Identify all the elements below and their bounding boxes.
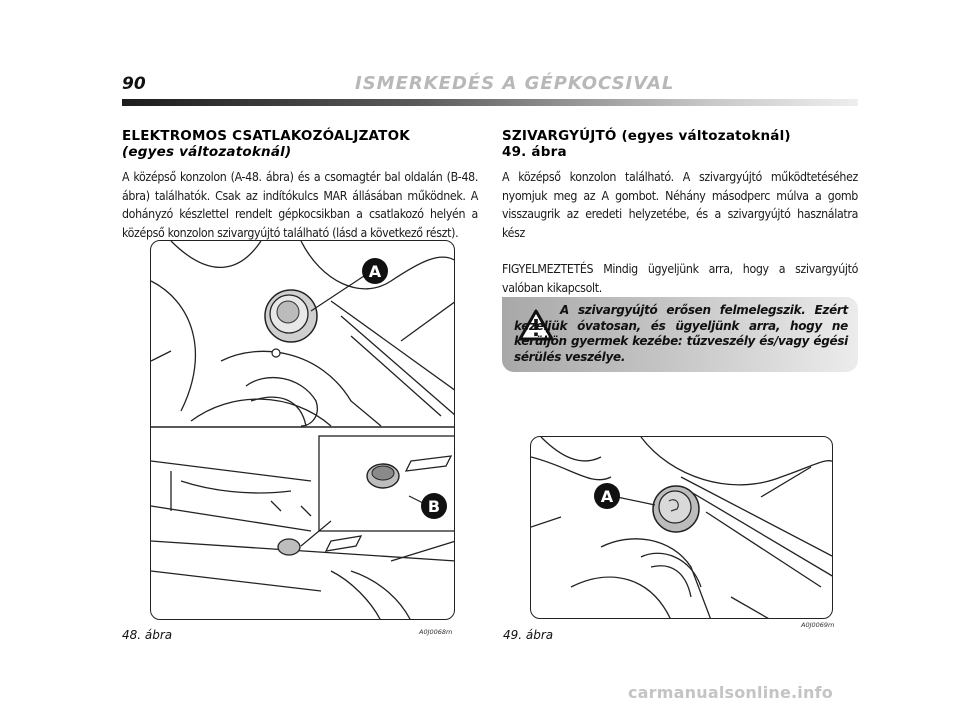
figure-48-code: A0J0068m bbox=[419, 628, 453, 636]
warning-text: A szivargyújtó erősen felmelegszik. Ezért kezeljük óvatosan, és ügyeljünk arra, hogy ne kerüljön gyermek kezébe: tűzveszély és/vagy égési sérülés veszélye. bbox=[514, 303, 848, 364]
watermark: carmanualsonline.info bbox=[628, 683, 833, 702]
label-a: A bbox=[368, 262, 382, 281]
left-column bbox=[122, 128, 478, 242]
cigarette-lighter bbox=[653, 486, 699, 532]
socket-a bbox=[265, 290, 317, 357]
figure-49-code: A0J0069m bbox=[801, 621, 835, 629]
figure-48-illustration bbox=[150, 240, 455, 620]
figure-49-drawing bbox=[531, 437, 833, 619]
right-column bbox=[502, 128, 858, 297]
lighter-paragraph: A középső konzolon található. A szivargyújtó működtetéséhez nyomjuk meg az A gombot. Néhány másodperc múlva a gomb visszaugrik az eredeti helyzetébe, és a szivargyújtó használatra kész bbox=[502, 170, 858, 240]
label-a: A bbox=[600, 487, 614, 506]
section-heading-lighter: SZIVARGYÚJTÓ (egyes változatoknál) 49. ábra bbox=[502, 128, 791, 160]
header-rule bbox=[122, 99, 858, 106]
page-header-title: ISMERKEDÉS A GÉPKOCSIVAL bbox=[355, 73, 675, 94]
warning-box bbox=[502, 297, 858, 372]
section-heading-sockets: ELEKTROMOS CSATLAKOZÓALJZATOK (egyes változatoknál) bbox=[122, 128, 410, 160]
figure-49-illustration bbox=[530, 436, 833, 619]
figure-49-caption: 49. ábra bbox=[503, 628, 554, 642]
sockets-paragraph: A középső konzolon (A-48. ábra) és a csomagtér bal oldalán (B-48. ábra) találhatók. Csak az indítókulcs MAR állásában működnek. A dohányzó készlettel rendelt gépkocsikban a csatlakozó helyén a középső konzolon szivargyújtó található (lásd a következő részt). bbox=[122, 170, 478, 240]
page-number: 90 bbox=[122, 74, 146, 94]
figure-48-drawing bbox=[151, 241, 455, 620]
figure-48-caption: 48. ábra bbox=[122, 628, 173, 642]
label-b: B bbox=[427, 497, 441, 516]
lighter-caution-paragraph: FIGYELMEZTETÉS Mindig ügyeljünk arra, hogy a szivargyújtó valóban kikapcsolt. bbox=[502, 262, 858, 295]
